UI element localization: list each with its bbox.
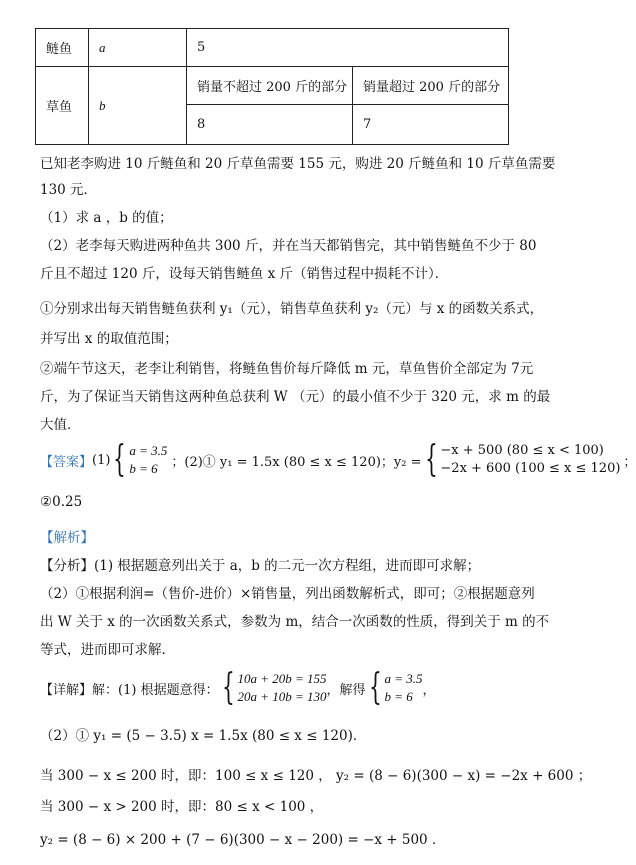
fenxi-line-3: 出 W 关于 x 的一次函数关系式，参数为 m，结合一次函数的性质，得到关于 m 的不 bbox=[40, 614, 550, 630]
answer-y2-cases bbox=[440, 442, 620, 478]
fenxi-line-4: 等式，进而即可求解． bbox=[40, 642, 175, 658]
detail-mid: ，解得 bbox=[326, 682, 366, 698]
answer-system bbox=[129, 442, 167, 478]
detail-line-5: y₂ = (8 − 6) × 200 + (7 − 6)(300 − x − 200) = −x + 500 ． bbox=[40, 832, 446, 848]
header-right: 销量超过 200 斤的部分 bbox=[353, 67, 509, 105]
brace-icon: { bbox=[113, 439, 127, 480]
equation-system bbox=[237, 670, 326, 706]
question-2b-line-2: 斤，为了保证当天销售这两种鱼总获利 W （元）的最小值不少于 320 元，求 m 的最 bbox=[40, 389, 551, 405]
detail-line-2: （2）① y₁ = (5 − 3.5) x = 1.5x (80 ≤ x ≤ 120)． bbox=[40, 728, 367, 744]
question-2b-line-3: 大值． bbox=[40, 417, 81, 433]
answer-sys-a: a = 3.5 bbox=[129, 443, 168, 458]
detail-prefix: 解：(1) 根据题意得： bbox=[92, 682, 219, 698]
detail-line-3: 当 300 − x ≤ 200 时，即：100 ≤ x ≤ 120 ， y₂ = (8 − 6)(300 − x) = −2x + 600 ； bbox=[40, 768, 592, 784]
answer-part1-prefix: (1) bbox=[92, 452, 111, 468]
solution-1: a = 3.5 bbox=[384, 671, 423, 686]
question-2-line-1: （2）老李每天购进两种鱼共 300 斤，并在当天都销售完，其中销售鲢鱼不少于 80 bbox=[40, 238, 537, 254]
question-2b-line-1: ②端午节这天，老李让利销售，将鲢鱼售价每斤降低 m 元，草鱼售价全部定为 7元 bbox=[40, 361, 534, 377]
row1-name: 鲢鱼 bbox=[36, 29, 89, 67]
problem-line-1: 已知老李购进 10 斤鲢鱼和 20 斤草鱼需要 155 元，购进 20 斤鲢鱼和 10 斤草鱼需要 bbox=[40, 156, 556, 172]
row1-value: 5 bbox=[187, 29, 509, 67]
answer-block bbox=[40, 438, 636, 482]
brace-icon: { bbox=[368, 667, 382, 708]
answer-part3: ②0.25 bbox=[40, 494, 83, 510]
fenxi-line-2: （2）①根据利润=（售价-进价）×销售量，列出函数解析式，即可；②根据题意列 bbox=[40, 586, 535, 602]
detail-line-1 bbox=[40, 666, 436, 710]
fenxi-text-1: (1) 根据题意列出关于 a，b 的二元一次方程组，进而即可求解； bbox=[94, 558, 481, 574]
equation-1: 10a + 20b = 155 bbox=[237, 671, 327, 686]
equation-2: 20a + 10b = 130 bbox=[237, 689, 327, 704]
answer-tail: ； bbox=[623, 454, 636, 470]
row2-name: 草鱼 bbox=[36, 67, 89, 145]
answer-sys-b: b = 6 bbox=[129, 461, 158, 476]
row2-var: b bbox=[89, 67, 187, 145]
fenxi-label: 【分析】 bbox=[40, 558, 94, 574]
row1-var: a bbox=[89, 29, 187, 67]
answer-y2-case-2: −2x + 600 (100 ≤ x ≤ 120) bbox=[440, 461, 621, 476]
value-right: 7 bbox=[353, 105, 509, 145]
value-left: 8 bbox=[187, 105, 353, 145]
detail-end: ， bbox=[422, 682, 436, 698]
fish-price-table bbox=[35, 28, 509, 145]
detail-label: 【详解】 bbox=[40, 682, 93, 698]
question-1: （1）求 a ，b 的值； bbox=[40, 210, 173, 226]
solution-system bbox=[384, 670, 422, 706]
answer-label: 【答案】 bbox=[40, 454, 93, 470]
question-2a-line-2: 并写出 x 的取值范围； bbox=[40, 331, 178, 347]
question-2a-line-1: ①分别求出每天销售鲢鱼获利 y₁（元），销售草鱼获利 y₂（元）与 x 的函数关系式， bbox=[40, 301, 544, 317]
problem-line-2: 130 元． bbox=[40, 182, 98, 198]
analysis-label: 【解析】 bbox=[40, 530, 94, 546]
detail-line-4: 当 300 − x > 200 时，即：80 ≤ x < 100 ， bbox=[40, 799, 324, 815]
brace-icon: { bbox=[221, 667, 235, 708]
fenxi-line-1 bbox=[40, 554, 480, 574]
question-2-line-2: 斤且不超过 120 斤，设每天销售鲢鱼 x 斤（销售过程中损耗不计）． bbox=[40, 266, 449, 282]
answer-part2: ；(2)① y₁ = 1.5x (80 ≤ x ≤ 120)；y₂ = bbox=[171, 454, 422, 470]
brace-icon: { bbox=[424, 439, 438, 480]
solution-2: b = 6 bbox=[384, 689, 413, 704]
header-left: 销量不超过 200 斤的部分 bbox=[187, 67, 353, 105]
answer-y2-case-1: −x + 500 (80 ≤ x < 100) bbox=[440, 443, 604, 458]
